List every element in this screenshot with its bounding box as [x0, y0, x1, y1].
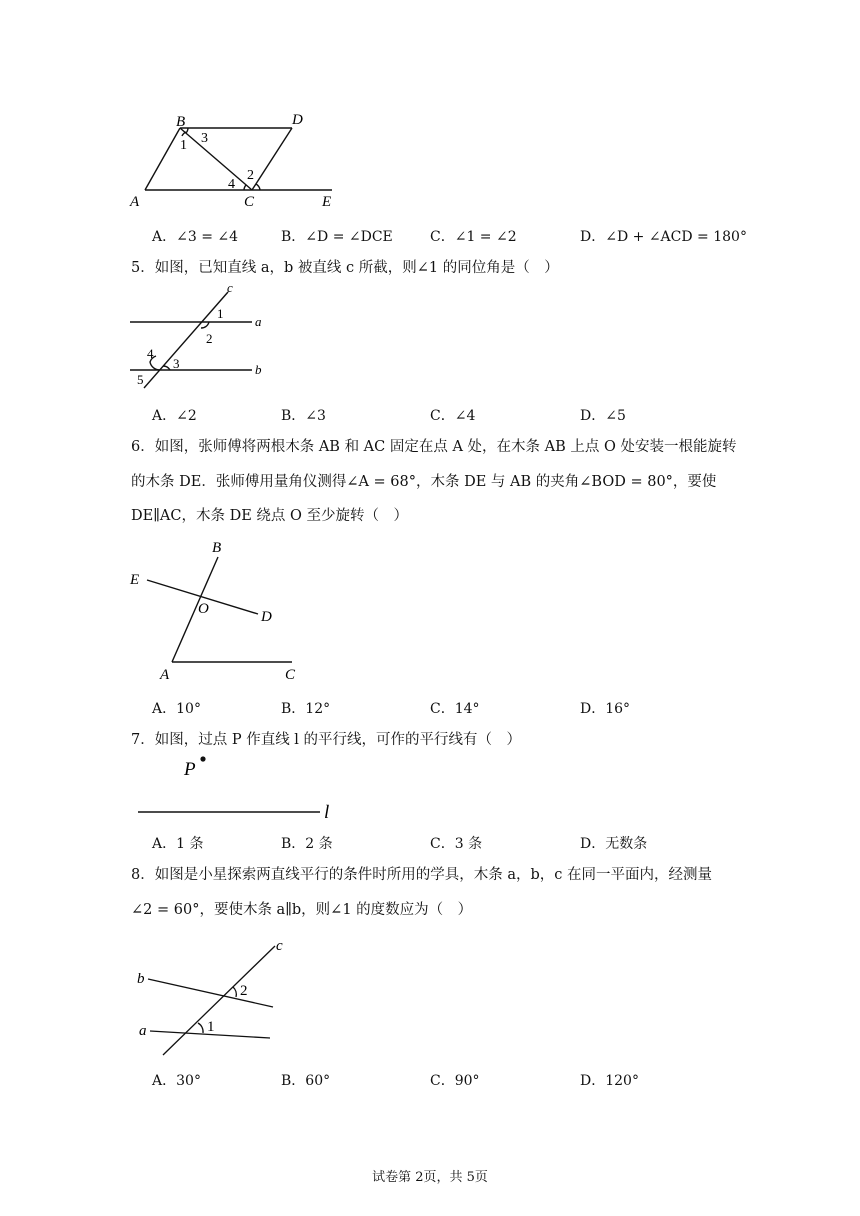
q5-option-d[interactable] [580, 405, 626, 425]
label-E: E [130, 572, 140, 588]
q8-option-a[interactable] [152, 1070, 201, 1090]
label-A: A [130, 194, 140, 210]
q6-option-c[interactable] [430, 698, 480, 718]
q6-option-b[interactable] [281, 698, 330, 718]
option-label: D． [580, 408, 606, 424]
arc-1 [198, 1023, 203, 1033]
option-text: 60° [305, 1073, 331, 1089]
option-text: 30° [176, 1073, 201, 1089]
q4-option-d[interactable] [580, 226, 747, 246]
angle-label-3: 3 [173, 356, 180, 371]
q4-option-a[interactable] [152, 226, 238, 246]
line-ab [145, 128, 180, 190]
option-label: D． [580, 229, 606, 245]
option-text: ∠3 [305, 408, 326, 424]
option-text: ∠1 = ∠2 [454, 229, 517, 245]
option-text: ∠D + ∠ACD = 180° [605, 229, 747, 245]
option-text: 14° [454, 701, 480, 717]
q5-option-c[interactable] [430, 405, 475, 425]
label-C: C [285, 667, 296, 683]
option-text: ∠3 = ∠4 [176, 229, 239, 245]
label-c: c [276, 938, 283, 954]
label-b: b [255, 362, 262, 377]
arc-1 [201, 322, 209, 328]
option-text: ∠D = ∠DCE [305, 229, 393, 245]
q6-option-a[interactable] [152, 698, 201, 718]
arc-2 [233, 987, 236, 997]
arc-4 [244, 185, 246, 190]
label-l: l [324, 802, 330, 823]
option-text: ∠5 [605, 408, 626, 424]
q4-figure [120, 105, 350, 215]
angle-label-2: 2 [247, 168, 254, 183]
q7-figure [130, 752, 340, 824]
q5-figure [125, 278, 275, 390]
q6-stem-line-2: 的木条 DE．张师傅用量角仪测得∠A = 68°，木条 DE 与 AB 的夹角∠BOD = 80°，要使 [131, 474, 717, 490]
option-text: 16° [605, 701, 631, 717]
option-text: ∠4 [454, 408, 476, 424]
option-label: C． [430, 1073, 455, 1089]
page-footer: 试卷第 2页，共 5页 [372, 1170, 488, 1185]
angle-label-5: 5 [137, 372, 144, 387]
q8-option-b[interactable] [281, 1070, 330, 1090]
option-text: ∠2 [176, 408, 197, 424]
option-label: D． [580, 836, 606, 852]
label-a: a [139, 1023, 147, 1039]
label-C: C [244, 194, 255, 210]
option-label: D． [580, 701, 606, 717]
q6-stem-line-1: 6．如图，张师傅将两根木条 AB 和 AC 固定在点 A 处，在木条 AB 上点 O 处安装一根能旋转 [131, 439, 737, 455]
option-label: C． [430, 701, 455, 717]
line-c [163, 946, 275, 1055]
q6-option-d[interactable] [580, 698, 630, 718]
option-label: D． [580, 1073, 606, 1089]
point-p [200, 756, 205, 761]
label-A: A [160, 667, 170, 683]
option-label: B． [281, 229, 306, 245]
q8-option-d[interactable] [580, 1070, 639, 1090]
label-P: P [184, 759, 196, 780]
option-text: 10° [176, 701, 201, 717]
q8-stem-line-2: ∠2 = 60°，要使木条 a∥b，则∠1 的度数应为（ ） [131, 902, 473, 918]
line-dc [252, 128, 292, 190]
option-text: 无数条 [605, 836, 648, 852]
q7-stem: 7．如图，过点 P 作直线 l 的平行线，可作的平行线有（ ） [131, 732, 522, 748]
q4-option-b[interactable] [281, 226, 393, 246]
q4-option-c[interactable] [430, 226, 517, 246]
q7-option-d[interactable] [580, 833, 647, 853]
option-label: C． [430, 836, 455, 852]
option-label: B． [281, 1073, 306, 1089]
option-label: B． [281, 836, 306, 852]
label-D: D [261, 609, 272, 625]
option-text: 90° [454, 1073, 480, 1089]
angle-label-3: 3 [201, 131, 208, 146]
line-bc [180, 128, 252, 190]
q6-figure [125, 532, 310, 686]
label-b: b [137, 971, 145, 987]
q8-option-c[interactable] [430, 1070, 480, 1090]
q5-option-b[interactable] [281, 405, 326, 425]
arc-3 [186, 128, 188, 133]
angle-label-4: 4 [147, 346, 154, 361]
angle-label-2: 2 [240, 983, 248, 999]
option-label: C． [430, 229, 455, 245]
option-label: B． [281, 701, 306, 717]
option-text: 1 条 [176, 836, 204, 852]
option-label: A． [152, 1073, 177, 1089]
line-c [144, 292, 228, 388]
line-ab [172, 557, 218, 662]
q8-figure [128, 932, 293, 1060]
option-label: C． [430, 408, 455, 424]
q5-option-a[interactable] [152, 405, 197, 425]
arc-2 [256, 184, 260, 190]
option-label: A． [152, 229, 177, 245]
option-text: 120° [605, 1073, 639, 1089]
label-c: c [227, 280, 233, 295]
option-label: A． [152, 408, 177, 424]
option-label: B． [281, 408, 306, 424]
option-text: 12° [305, 701, 331, 717]
label-B: B [212, 540, 222, 556]
angle-label-2: 2 [206, 331, 213, 346]
angle-label-1: 1 [180, 138, 187, 153]
label-a: a [255, 314, 262, 329]
q8-stem-line-1: 8．如图是小星探索两直线平行的条件时所用的学具，木条 a，b，c 在同一平面内，经测量 [131, 867, 712, 883]
q5-stem: 5．如图，已知直线 a，b 被直线 c 所截，则∠1 的同位角是（ ） [131, 260, 559, 276]
q7-option-b[interactable] [281, 833, 333, 853]
label-O: O [198, 601, 209, 617]
q7-option-a[interactable] [152, 833, 203, 853]
line-b [148, 979, 273, 1007]
label-D: D [292, 112, 303, 128]
option-text: 3 条 [454, 836, 483, 852]
angle-label-1: 1 [207, 1019, 215, 1035]
option-label: A． [152, 701, 177, 717]
label-E: E [322, 194, 332, 210]
arc-1 [182, 132, 186, 136]
label-B: B [176, 114, 186, 130]
option-label: A． [152, 836, 177, 852]
option-text: 2 条 [305, 836, 333, 852]
angle-label-1: 1 [217, 306, 224, 321]
q6-stem-line-3: DE∥AC，木条 DE 绕点 O 至少旋转（ ） [131, 508, 409, 524]
angle-label-4: 4 [228, 177, 235, 192]
q7-option-c[interactable] [430, 833, 482, 853]
